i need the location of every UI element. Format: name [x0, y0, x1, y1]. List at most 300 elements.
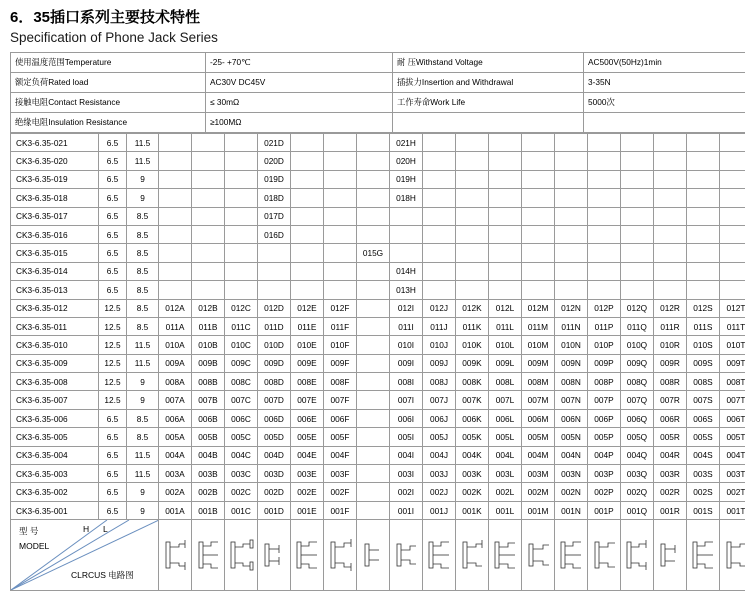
variant-cell: 005A [159, 428, 192, 446]
circuit-diagram-j [456, 520, 489, 591]
variant-cell [192, 225, 225, 243]
model-number-cell: CK3-6.35-007 [11, 391, 99, 409]
variant-cell [456, 244, 489, 262]
variant-cell: 014H [390, 262, 423, 280]
variant-cell: 004J [423, 446, 456, 464]
model-number-cell: CK3-6.35-009 [11, 354, 99, 372]
table-row [11, 483, 745, 501]
circuit-diagram-m [555, 520, 588, 591]
model-l-cell: 11.5 [127, 465, 159, 483]
variant-cell: 008Q [621, 373, 654, 391]
variant-cell: 004S [687, 446, 720, 464]
variant-cell [720, 262, 745, 280]
variant-cell: 003T [720, 465, 745, 483]
variant-cell [324, 207, 357, 225]
model-matrix-body [11, 134, 745, 520]
variant-cell: 005F [324, 428, 357, 446]
variant-cell [324, 262, 357, 280]
variant-cell: 005C [225, 428, 258, 446]
variant-cell: 006B [192, 409, 225, 427]
variant-cell: 001J [423, 501, 456, 519]
variant-cell [324, 152, 357, 170]
variant-cell: 001P [588, 501, 621, 519]
variant-cell: 011N [555, 317, 588, 335]
model-l-cell: 11.5 [127, 152, 159, 170]
specification-table [10, 52, 745, 133]
variant-cell: 010Q [621, 336, 654, 354]
variant-cell: 016D [258, 225, 291, 243]
table-row [11, 354, 745, 372]
variant-cell: 006F [324, 409, 357, 427]
variant-cell: 015G [357, 244, 390, 262]
variant-cell [522, 189, 555, 207]
variant-cell [159, 262, 192, 280]
variant-cell: 006D [258, 409, 291, 427]
variant-cell: 010T [720, 336, 745, 354]
model-l-cell: 9 [127, 189, 159, 207]
variant-cell: 009A [159, 354, 192, 372]
variant-cell: 003E [291, 465, 324, 483]
model-number-cell: CK3-6.35-005 [11, 428, 99, 446]
spec-value-withstand-voltage: AC500V(50Hz)1min [584, 53, 745, 73]
variant-cell [555, 262, 588, 280]
variant-cell [654, 262, 687, 280]
variant-cell: 011L [489, 317, 522, 335]
variant-cell: 008L [489, 373, 522, 391]
variant-cell [522, 170, 555, 188]
variant-cell: 003L [489, 465, 522, 483]
variant-cell: 002N [555, 483, 588, 501]
variant-cell [324, 244, 357, 262]
variant-cell: 010P [588, 336, 621, 354]
spec-label-rated-load: 额定负荷Rated load [11, 73, 206, 93]
circuit-diagram-s [720, 520, 745, 591]
variant-cell [621, 152, 654, 170]
variant-cell: 009M [522, 354, 555, 372]
spec-value-insertion-withdrawal: 3-35N [584, 73, 745, 93]
model-l-cell: 11.5 [127, 336, 159, 354]
spec-label-insertion-withdrawal: 插拔力Insertion and Withdrawal [393, 73, 584, 93]
variant-cell: 011K [456, 317, 489, 335]
variant-cell: 007J [423, 391, 456, 409]
variant-cell [456, 170, 489, 188]
variant-cell: 012T [720, 299, 745, 317]
variant-cell: 006P [588, 409, 621, 427]
variant-cell: 002D [258, 483, 291, 501]
variant-cell: 001I [390, 501, 423, 519]
variant-cell [555, 281, 588, 299]
variant-cell [588, 262, 621, 280]
variant-cell: 009F [324, 354, 357, 372]
variant-cell [588, 207, 621, 225]
table-row [11, 428, 745, 446]
model-h-cell: 12.5 [99, 354, 127, 372]
variant-cell: 013H [390, 281, 423, 299]
spec-value-work-life: 5000次 [584, 93, 745, 113]
variant-cell [654, 244, 687, 262]
variant-cell: 009J [423, 354, 456, 372]
variant-cell: 009I [390, 354, 423, 372]
model-h-cell: 6.5 [99, 225, 127, 243]
variant-cell: 011T [720, 317, 745, 335]
legend-model-cn: 型 号 [19, 526, 39, 537]
variant-cell: 006I [390, 409, 423, 427]
variant-cell: 005T [720, 428, 745, 446]
variant-cell: 006K [456, 409, 489, 427]
model-h-cell: 6.5 [99, 446, 127, 464]
variant-cell: 011F [324, 317, 357, 335]
model-l-cell: 8.5 [127, 225, 159, 243]
variant-cell [357, 299, 390, 317]
variant-cell [555, 170, 588, 188]
variant-cell [258, 244, 291, 262]
variant-cell: 001B [192, 501, 225, 519]
variant-cell [654, 189, 687, 207]
variant-cell: 009Q [621, 354, 654, 372]
variant-cell: 002R [654, 483, 687, 501]
model-number-cell: CK3-6.35-004 [11, 446, 99, 464]
variant-cell: 010K [456, 336, 489, 354]
legend-circuit-label: CLRCUS 电路图 [71, 570, 134, 581]
diagram-row [11, 520, 745, 591]
circuit-diagram-i [423, 520, 456, 591]
variant-cell: 018H [390, 189, 423, 207]
table-row [11, 317, 745, 335]
table-row [11, 391, 745, 409]
spec-label-work-life: 工作寿命Work Life [393, 93, 584, 113]
variant-cell: 004N [555, 446, 588, 464]
variant-cell: 011B [192, 317, 225, 335]
variant-cell [225, 189, 258, 207]
variant-cell [687, 207, 720, 225]
variant-cell: 006J [423, 409, 456, 427]
variant-cell [720, 152, 745, 170]
variant-cell: 010R [654, 336, 687, 354]
variant-cell: 001N [555, 501, 588, 519]
variant-cell: 004L [489, 446, 522, 464]
variant-cell: 004T [720, 446, 745, 464]
variant-cell: 007T [720, 391, 745, 409]
variant-cell [159, 207, 192, 225]
variant-cell: 001E [291, 501, 324, 519]
model-l-cell: 8.5 [127, 281, 159, 299]
variant-cell: 004R [654, 446, 687, 464]
table-row [11, 189, 745, 207]
variant-cell [489, 207, 522, 225]
variant-cell [357, 152, 390, 170]
model-number-cell: CK3-6.35-012 [11, 299, 99, 317]
variant-cell [192, 134, 225, 152]
model-h-cell: 6.5 [99, 428, 127, 446]
variant-cell: 009B [192, 354, 225, 372]
variant-cell [588, 170, 621, 188]
variant-cell: 007A [159, 391, 192, 409]
model-number-cell: CK3-6.35-016 [11, 225, 99, 243]
variant-cell [456, 134, 489, 152]
circuit-diagram-q [654, 520, 687, 591]
variant-cell: 011C [225, 317, 258, 335]
legend-l-label: L [103, 524, 108, 535]
variant-cell: 003B [192, 465, 225, 483]
model-number-cell: CK3-6.35-011 [11, 317, 99, 335]
variant-cell [225, 244, 258, 262]
table-row [11, 299, 745, 317]
variant-cell [621, 262, 654, 280]
table-row [11, 281, 745, 299]
variant-cell [357, 391, 390, 409]
variant-cell [522, 207, 555, 225]
variant-cell: 002C [225, 483, 258, 501]
variant-cell: 007D [258, 391, 291, 409]
variant-cell: 004F [324, 446, 357, 464]
spec-value-contact-resistance: ≤ 30mΩ [206, 93, 393, 113]
variant-cell: 011M [522, 317, 555, 335]
model-l-cell: 9 [127, 391, 159, 409]
variant-cell: 001D [258, 501, 291, 519]
variant-cell [489, 189, 522, 207]
variant-cell: 002L [489, 483, 522, 501]
variant-cell [225, 225, 258, 243]
model-l-cell: 9 [127, 373, 159, 391]
variant-cell [555, 134, 588, 152]
variant-cell: 009E [291, 354, 324, 372]
variant-cell: 012D [258, 299, 291, 317]
variant-cell [456, 225, 489, 243]
variant-cell: 005S [687, 428, 720, 446]
model-number-cell: CK3-6.35-013 [11, 281, 99, 299]
variant-cell: 006N [555, 409, 588, 427]
variant-cell: 012K [456, 299, 489, 317]
variant-cell [357, 134, 390, 152]
variant-cell: 004P [588, 446, 621, 464]
variant-cell: 018D [258, 189, 291, 207]
variant-cell [192, 170, 225, 188]
variant-cell [555, 225, 588, 243]
variant-cell [654, 152, 687, 170]
spec-value-empty [584, 113, 745, 133]
circuit-diagram-d [258, 520, 291, 591]
variant-cell [357, 207, 390, 225]
variant-cell: 002M [522, 483, 555, 501]
variant-cell [357, 336, 390, 354]
circuit-diagram-h [390, 520, 423, 591]
variant-cell: 012P [588, 299, 621, 317]
variant-cell: 001S [687, 501, 720, 519]
variant-cell: 005N [555, 428, 588, 446]
variant-cell: 011D [258, 317, 291, 335]
model-h-cell: 12.5 [99, 336, 127, 354]
model-h-cell: 6.5 [99, 152, 127, 170]
variant-cell: 010C [225, 336, 258, 354]
model-number-cell: CK3-6.35-001 [11, 501, 99, 519]
variant-cell: 003N [555, 465, 588, 483]
variant-cell: 011P [588, 317, 621, 335]
variant-cell [621, 244, 654, 262]
variant-cell: 021H [390, 134, 423, 152]
variant-cell: 012S [687, 299, 720, 317]
variant-cell [456, 152, 489, 170]
variant-cell: 006A [159, 409, 192, 427]
circuit-diagram-p [621, 520, 654, 591]
variant-cell [390, 207, 423, 225]
table-row [11, 170, 745, 188]
variant-cell [588, 152, 621, 170]
variant-cell [423, 207, 456, 225]
model-number-cell: CK3-6.35-002 [11, 483, 99, 501]
circuit-diagram-k [489, 520, 522, 591]
legend-box [11, 520, 158, 590]
variant-cell: 001K [456, 501, 489, 519]
variant-cell: 003R [654, 465, 687, 483]
variant-cell: 010A [159, 336, 192, 354]
variant-cell: 003J [423, 465, 456, 483]
variant-cell [555, 207, 588, 225]
variant-cell [357, 465, 390, 483]
variant-cell [423, 225, 456, 243]
variant-cell: 007M [522, 391, 555, 409]
variant-cell [357, 354, 390, 372]
model-l-cell: 11.5 [127, 446, 159, 464]
variant-cell: 004C [225, 446, 258, 464]
variant-cell: 003D [258, 465, 291, 483]
variant-cell: 005D [258, 428, 291, 446]
diagram-body [11, 520, 745, 591]
variant-cell: 010I [390, 336, 423, 354]
variant-cell: 003F [324, 465, 357, 483]
variant-cell [588, 281, 621, 299]
variant-cell [225, 152, 258, 170]
variant-cell: 011R [654, 317, 687, 335]
variant-cell: 007N [555, 391, 588, 409]
variant-cell [489, 281, 522, 299]
variant-cell: 012R [654, 299, 687, 317]
variant-cell [258, 262, 291, 280]
variant-cell [621, 134, 654, 152]
model-l-cell: 8.5 [127, 409, 159, 427]
model-h-cell: 6.5 [99, 170, 127, 188]
variant-cell: 012Q [621, 299, 654, 317]
variant-cell: 020H [390, 152, 423, 170]
spec-row [11, 53, 745, 73]
variant-cell: 004A [159, 446, 192, 464]
variant-cell: 011I [390, 317, 423, 335]
variant-cell: 012L [489, 299, 522, 317]
variant-cell: 009C [225, 354, 258, 372]
variant-cell [621, 207, 654, 225]
variant-cell: 021D [258, 134, 291, 152]
variant-cell: 008F [324, 373, 357, 391]
variant-cell [555, 152, 588, 170]
variant-cell [687, 134, 720, 152]
variant-cell [192, 207, 225, 225]
variant-cell [357, 483, 390, 501]
variant-cell [489, 134, 522, 152]
variant-cell [324, 281, 357, 299]
variant-cell [621, 281, 654, 299]
variant-cell [423, 134, 456, 152]
variant-cell [390, 244, 423, 262]
variant-cell: 005E [291, 428, 324, 446]
model-l-cell: 8.5 [127, 317, 159, 335]
page-title-cn: 6．35插口系列主要技术特性 [10, 9, 201, 26]
variant-cell [357, 225, 390, 243]
variant-cell [687, 262, 720, 280]
variant-cell [390, 225, 423, 243]
circuit-diagram-n [588, 520, 621, 591]
variant-cell: 001M [522, 501, 555, 519]
variant-cell [357, 409, 390, 427]
table-row [11, 225, 745, 243]
model-h-cell: 6.5 [99, 483, 127, 501]
model-h-cell: 12.5 [99, 391, 127, 409]
variant-cell: 009L [489, 354, 522, 372]
table-row [11, 373, 745, 391]
variant-cell: 002B [192, 483, 225, 501]
variant-cell [489, 244, 522, 262]
variant-cell [720, 281, 745, 299]
variant-cell: 019H [390, 170, 423, 188]
circuit-diagram-f [324, 520, 357, 591]
legend-h-label: H [83, 524, 90, 535]
legend-cell [11, 520, 159, 591]
circuit-diagram-b [192, 520, 225, 591]
variant-cell [159, 134, 192, 152]
model-h-cell: 6.5 [99, 207, 127, 225]
variant-cell [423, 189, 456, 207]
variant-cell: 006S [687, 409, 720, 427]
variant-cell [555, 244, 588, 262]
variant-cell [159, 170, 192, 188]
variant-cell [225, 170, 258, 188]
variant-cell [291, 152, 324, 170]
variant-cell: 008N [555, 373, 588, 391]
model-h-cell: 6.5 [99, 501, 127, 519]
variant-cell: 005Q [621, 428, 654, 446]
variant-cell: 003M [522, 465, 555, 483]
variant-cell [357, 501, 390, 519]
variant-cell: 009D [258, 354, 291, 372]
spec-label-temperature: 使用温度范围Temperature [11, 53, 206, 73]
variant-cell: 008I [390, 373, 423, 391]
variant-cell: 005M [522, 428, 555, 446]
variant-cell: 008E [291, 373, 324, 391]
variant-cell: 011Q [621, 317, 654, 335]
spec-value-insulation-resistance: ≥100MΩ [206, 113, 393, 133]
table-row [11, 152, 745, 170]
variant-cell: 011A [159, 317, 192, 335]
variant-cell: 003K [456, 465, 489, 483]
variant-cell [225, 134, 258, 152]
variant-cell: 010B [192, 336, 225, 354]
variant-cell: 010J [423, 336, 456, 354]
model-h-cell: 6.5 [99, 189, 127, 207]
variant-cell [291, 225, 324, 243]
variant-cell [357, 373, 390, 391]
variant-cell: 002P [588, 483, 621, 501]
variant-cell: 006R [654, 409, 687, 427]
variant-cell: 004D [258, 446, 291, 464]
variant-cell [192, 281, 225, 299]
variant-cell: 001L [489, 501, 522, 519]
spec-row [11, 93, 745, 113]
variant-cell: 006L [489, 409, 522, 427]
variant-cell [192, 262, 225, 280]
table-row [11, 207, 745, 225]
variant-cell: 003I [390, 465, 423, 483]
variant-cell [588, 244, 621, 262]
variant-cell [687, 244, 720, 262]
variant-cell [159, 152, 192, 170]
